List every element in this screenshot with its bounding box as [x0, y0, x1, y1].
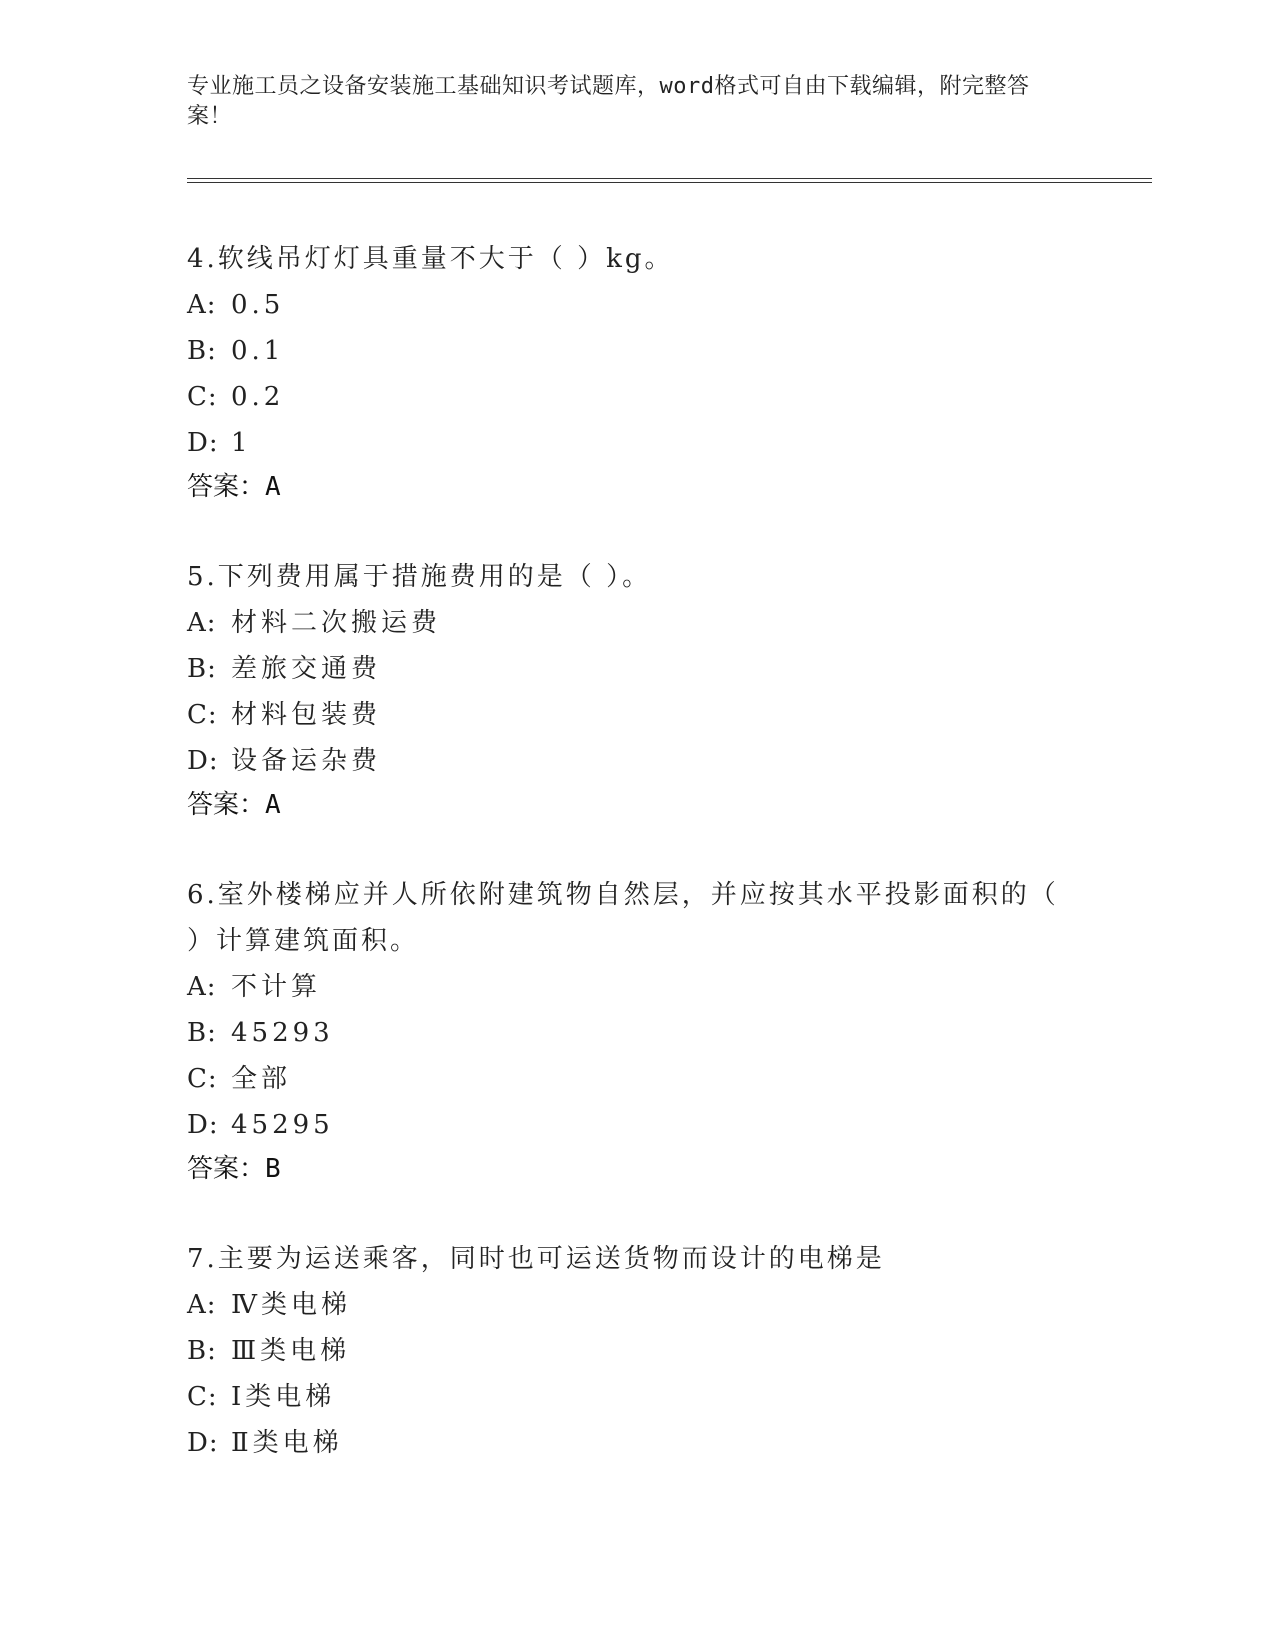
option-b	[187, 1328, 1087, 1374]
option-d	[187, 1102, 1087, 1148]
option-text: Ⅱ类电梯	[231, 1428, 343, 1458]
option-b	[187, 1010, 1087, 1056]
header-divider-top	[187, 178, 1152, 179]
option-d	[187, 738, 1087, 784]
option-a	[187, 1282, 1087, 1328]
option-a	[187, 600, 1087, 646]
option-text: 0.1	[231, 336, 285, 366]
option-d	[187, 1420, 1087, 1466]
option-letter: C:	[187, 700, 218, 730]
option-text: 差旅交通费	[231, 654, 382, 684]
option-letter: D:	[187, 746, 219, 776]
option-letter: A:	[187, 972, 217, 1002]
option-text: 不计算	[231, 972, 322, 1002]
option-a	[187, 964, 1087, 1010]
spacer	[187, 1190, 1087, 1236]
option-letter: D:	[187, 1110, 219, 1140]
option-letter: C:	[187, 1064, 218, 1094]
option-text: 材料包装费	[231, 700, 382, 730]
answer-line: 答案：A	[187, 472, 281, 502]
option-letter: B:	[187, 1018, 217, 1048]
option-c	[187, 1374, 1087, 1420]
spacer	[187, 826, 1087, 872]
option-c	[187, 1056, 1087, 1102]
option-text: 设备运杂费	[231, 746, 382, 776]
document-header: 专业施工员之设备安装施工基础知识考试题库，word格式可自由下载编辑，附完整答案！	[187, 74, 1030, 129]
answer-line: 答案：A	[187, 790, 281, 820]
option-c	[187, 374, 1087, 420]
option-letter: A:	[187, 608, 217, 638]
option-d	[187, 420, 1087, 466]
option-text: Ⅲ类电梯	[231, 1336, 351, 1366]
question-title: 7.主要为运送乘客，同时也可运送货物而设计的电梯是	[187, 1244, 885, 1274]
option-c	[187, 692, 1087, 738]
option-text: Ⅳ类电梯	[231, 1290, 351, 1320]
option-letter: B:	[187, 654, 217, 684]
question-item	[187, 554, 1087, 826]
question-item	[187, 1236, 1087, 1466]
header-divider-bottom	[187, 182, 1152, 183]
question-title: 6.室外楼梯应并人所依附建筑物自然层，并应按其水平投影面积的（ ）计算建筑面积。	[187, 880, 1059, 956]
question-title: 5.下列费用属于措施费用的是（ ）。	[187, 562, 652, 592]
option-a	[187, 282, 1087, 328]
option-letter: C:	[187, 1382, 218, 1412]
option-letter: C:	[187, 382, 218, 412]
option-b	[187, 646, 1087, 692]
option-text: 0.5	[231, 290, 285, 320]
option-letter: B:	[187, 336, 217, 366]
option-letter: A:	[187, 290, 217, 320]
question-item	[187, 872, 1087, 1190]
option-text: 1	[231, 428, 252, 458]
option-text: 材料二次搬运费	[231, 608, 442, 638]
question-list	[187, 236, 1087, 1466]
option-letter: D:	[187, 1428, 219, 1458]
question-title: 4.软线吊灯灯具重量不大于（ ）kg。	[187, 244, 674, 274]
option-text: Ⅰ类电梯	[231, 1382, 336, 1412]
option-b	[187, 328, 1087, 374]
spacer	[187, 508, 1087, 554]
answer-line: 答案：B	[187, 1154, 281, 1184]
option-text: 0.2	[231, 382, 285, 412]
option-letter: B:	[187, 1336, 217, 1366]
option-letter: D:	[187, 428, 219, 458]
option-letter: A:	[187, 1290, 217, 1320]
option-text: 45293	[231, 1018, 334, 1048]
option-text: 全部	[231, 1064, 292, 1094]
option-text: 45295	[231, 1110, 334, 1140]
question-item	[187, 236, 1087, 508]
